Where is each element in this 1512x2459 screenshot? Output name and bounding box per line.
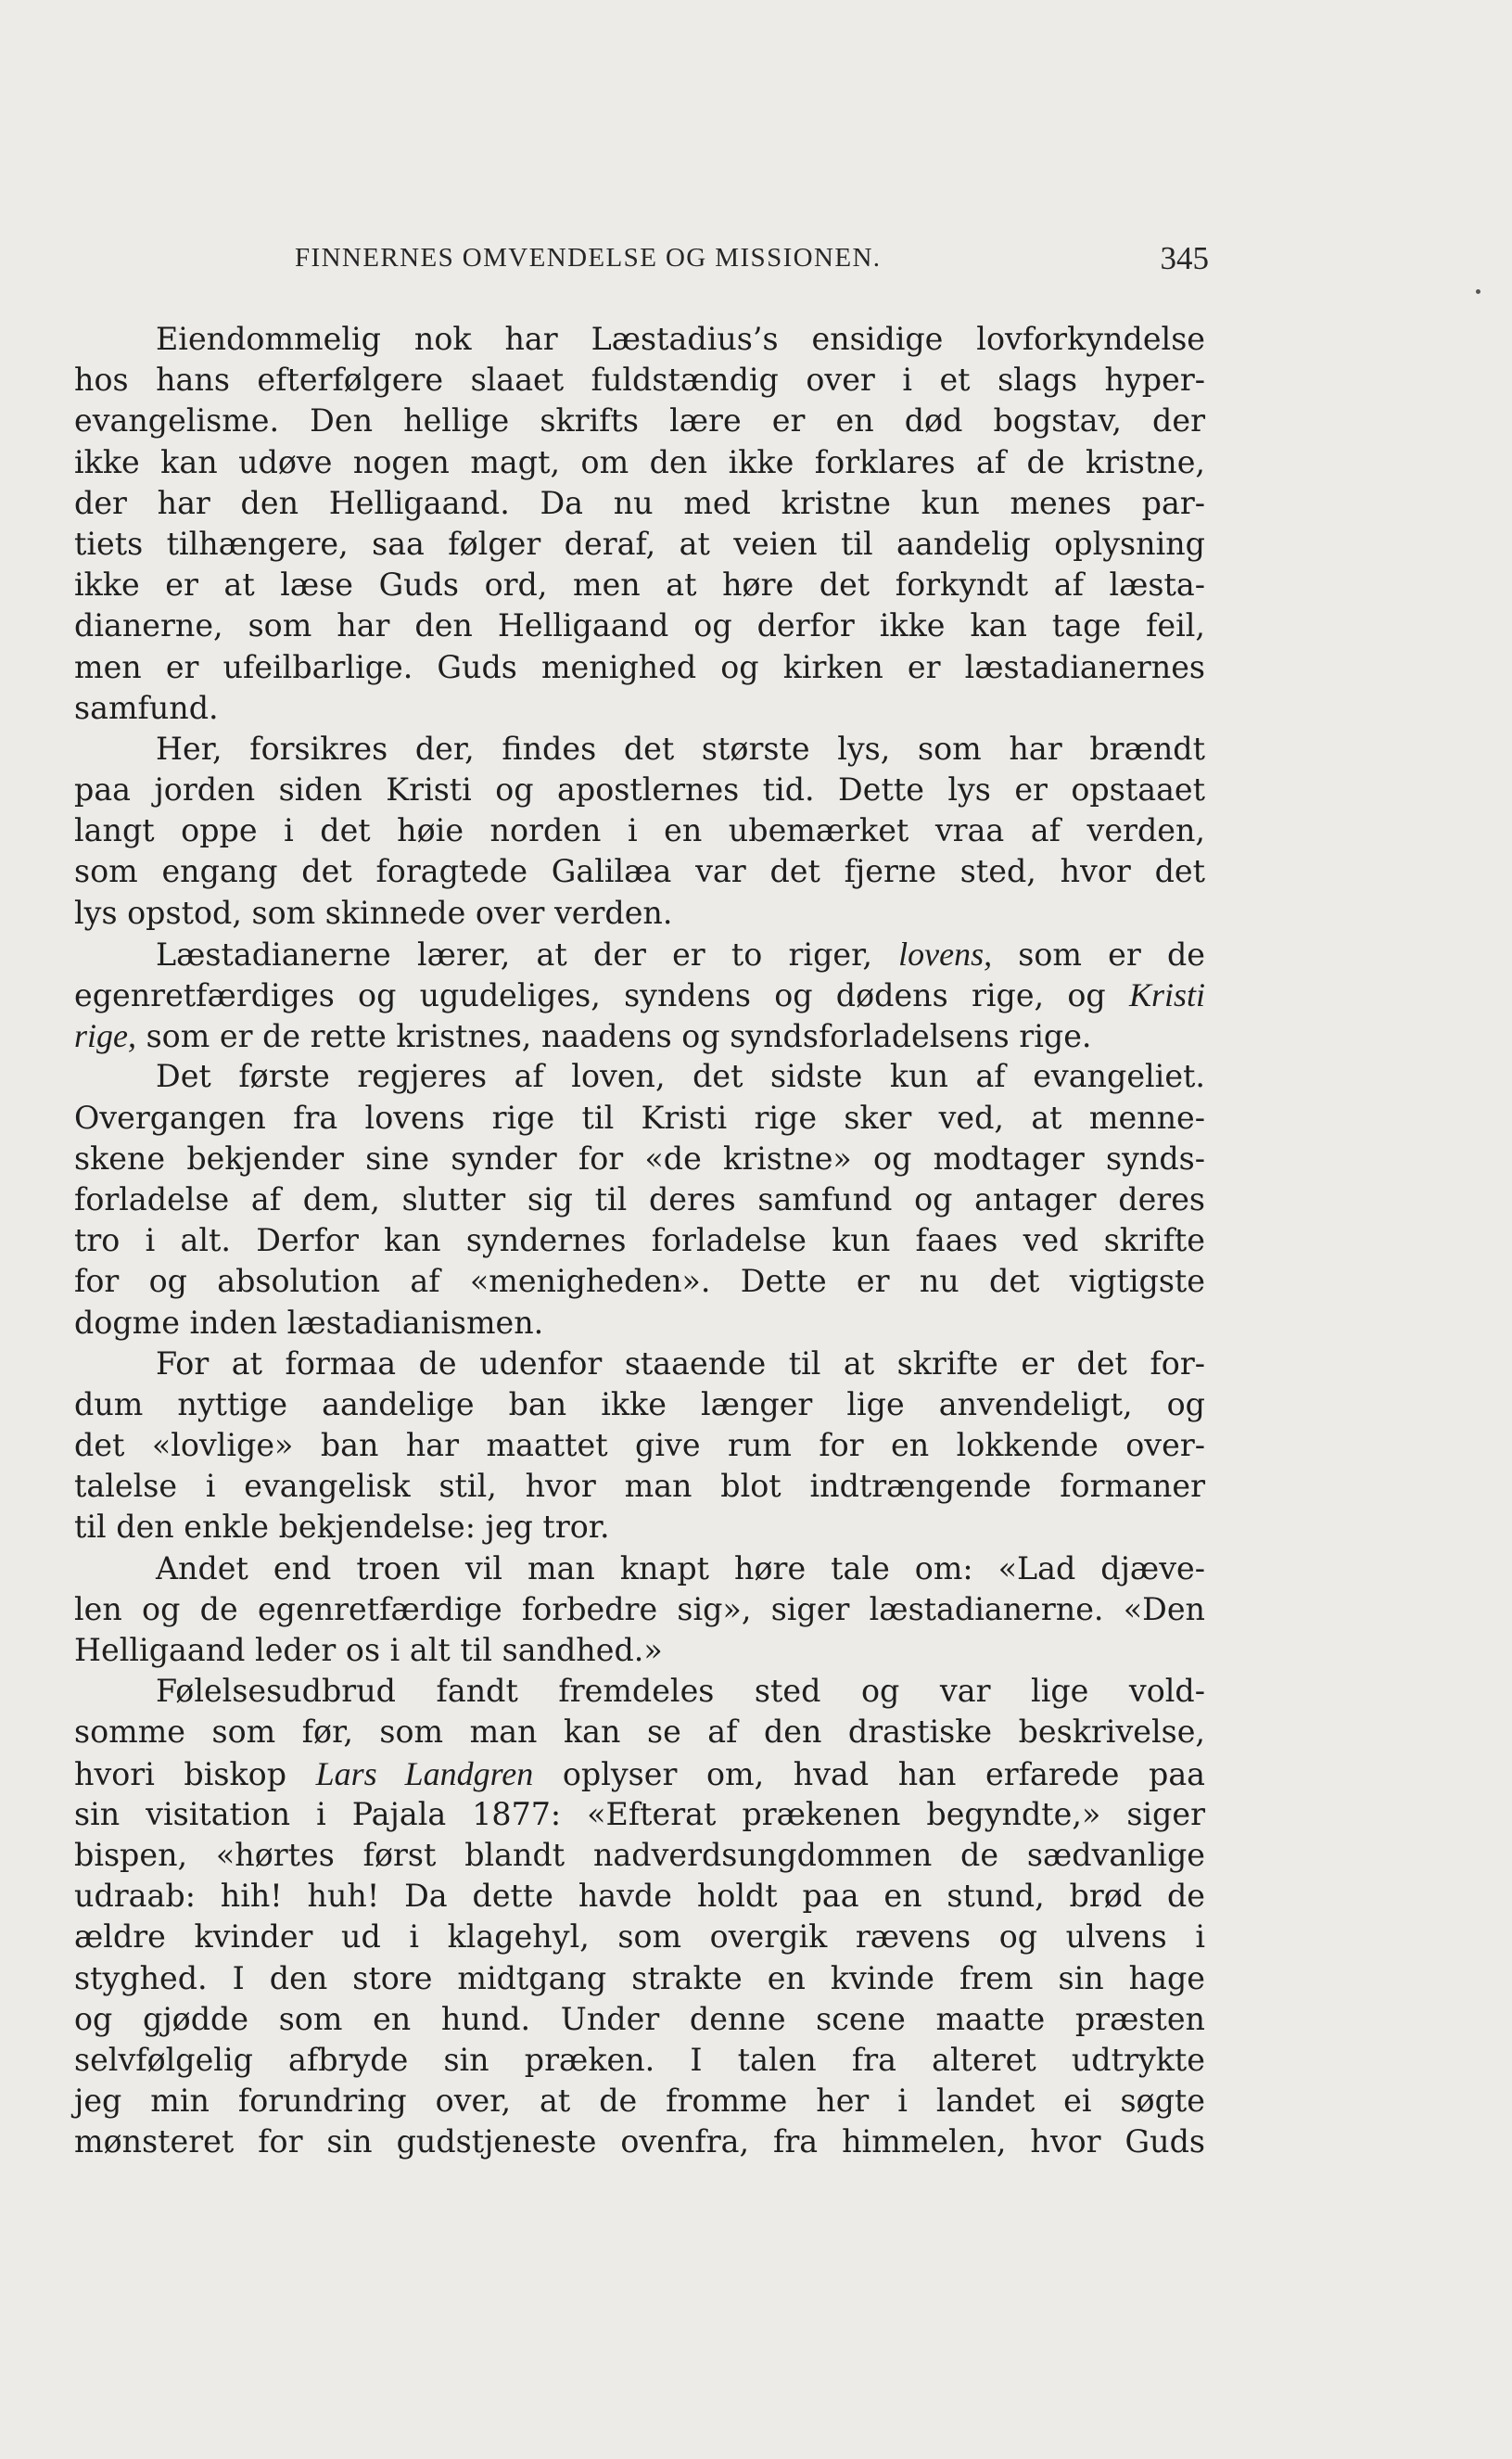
text-line: [74, 1179, 1205, 1220]
line-text: evangelisme. Den hellige skrifts lære er en død bogstav, der: [74, 402, 1205, 440]
text-line: [74, 688, 1205, 729]
line-text: for og absolution af «menigheden». Dette er nu det vigtigste: [74, 1263, 1205, 1300]
line-text: Andet end troen vil man knapt høre tale om: «Lad djæve-: [156, 1549, 1205, 1586]
text-line: [74, 565, 1205, 605]
text-line: [74, 2081, 1205, 2121]
chapter-title: FINNERNES OMVENDELSE OG MISSIONEN.: [295, 243, 882, 273]
italic-term: Lars Landgren: [315, 1754, 534, 1792]
text-line: [74, 770, 1205, 810]
line-text: der har den Helligaand. Da nu med kristne kun menes par-: [74, 484, 1205, 521]
line-text: hvori biskop: [74, 1755, 316, 1792]
line-text: paa jorden siden Kristi og apostlernes tid. Dette lys er opstaaet: [74, 771, 1205, 809]
text-line: [74, 893, 1205, 934]
line-text: len og de egenretfærdige forbedre sig», siger læstadianerne. «Den: [74, 1590, 1205, 1627]
text-line: [74, 975, 1205, 1015]
line-text: ikke er at læse Guds ord, men at høre det forkyndt af læsta-: [74, 567, 1205, 604]
line-text: forladelse af dem, slutter sig til deres samfund og antager deres: [74, 1180, 1205, 1217]
page-number: 345: [1160, 240, 1209, 276]
text-line: [74, 934, 1205, 975]
italic-term: rige,: [74, 1017, 136, 1055]
text-line: [74, 605, 1205, 646]
text-line: [74, 1507, 1205, 1548]
line-text: For at formaa de udenfor staaende til at skrifte er det for-: [156, 1344, 1205, 1382]
text-line: [74, 1139, 1205, 1179]
line-text: jeg min forundring over, at de fromme her i landet ei søgte: [74, 2083, 1205, 2120]
line-text-continued: oplyser om, hvad han erfarede paa: [533, 1755, 1206, 1792]
line-text: Eiendommelig nok har Læstadius’s ensidige lovforkyndelse: [156, 321, 1205, 357]
text-line: [74, 401, 1205, 441]
text-line: [74, 1056, 1205, 1097]
text-line: [74, 442, 1205, 483]
line-text: somme som før, som man kan se af den drastiske beskrivelse,: [74, 1714, 1205, 1751]
running-header: [295, 240, 1209, 284]
text-line: [74, 647, 1205, 688]
text-line: [74, 810, 1205, 851]
text-line: [74, 483, 1205, 524]
text-line: [74, 1876, 1205, 1917]
line-text: langt oppe i det høie norden i en ubemærket vraa af verden,: [74, 812, 1205, 849]
line-text: skene bekjender sine synder for «de kristne» og modtager synds-: [74, 1140, 1205, 1177]
line-text: ikke kan udøve nogen magt, om den ikke forklares af de kristne,: [74, 443, 1205, 480]
text-line: [74, 851, 1205, 892]
line-text: men er ufeilbarlige. Guds menighed og kirken er læstadianernes: [74, 648, 1205, 685]
text-line: [74, 1589, 1205, 1630]
text-line: [74, 1671, 1205, 1712]
line-text: Her, forsikres der, findes det største lys, som har brændt: [156, 730, 1205, 767]
line-text: talelse i evangelisk stil, hvor man blot indtrængende formaner: [74, 1468, 1205, 1505]
text-line: [74, 1303, 1205, 1344]
text-line: [74, 1794, 1205, 1835]
line-text: Læstadianerne lærer, at der er to riger,: [156, 936, 899, 973]
text-line: [74, 729, 1205, 770]
line-text: til den enkle bekjendelse: jeg tror.: [74, 1509, 610, 1546]
italic-term: Kristi: [1128, 976, 1205, 1013]
line-text-continued: som er de rette kristnes, naadens og syndsforladelsens rige.: [136, 1018, 1092, 1055]
line-text: tiets tilhængere, saa følger deraf, at veien til aandelig oplysning: [74, 525, 1205, 562]
paper-speck: [1476, 289, 1480, 294]
text-line: [74, 1548, 1205, 1589]
line-text: egenretfærdiges og ugudeliges, syndens og dødens rige, og: [74, 977, 1129, 1013]
line-text: som engang det foragtede Galilæa var det fjerne sted, hvor det: [74, 853, 1205, 890]
text-line: [74, 2040, 1205, 2081]
line-text: lys opstod, som skinnede over verden.: [74, 894, 673, 931]
text-line: [74, 1384, 1205, 1425]
line-text: styghed. I den store midtgang strakte en kvinde frem sin hage: [74, 1959, 1205, 1996]
line-text: hos hans efterfølgere slaaet fuldstændig over i et slags hyper-: [74, 362, 1205, 399]
line-text: Følelsesudbrud fandt fremdeles sted og var lige vold-: [156, 1673, 1205, 1710]
text-line: [74, 1425, 1205, 1466]
line-text: Det første regjeres af loven, det sidste kun af evangeliet.: [156, 1058, 1205, 1095]
line-text: bispen, «hørtes først blandt nadverdsungdommen de sædvanlige: [74, 1836, 1205, 1873]
line-text: dogme inden læstadianismen.: [74, 1304, 544, 1341]
text-line: [74, 1630, 1205, 1671]
text-line: [74, 2121, 1205, 2162]
line-text: mønsteret for sin gudstjeneste ovenfra, fra himmelen, hvor Guds: [74, 2123, 1205, 2160]
text-line: [74, 1958, 1205, 1999]
line-text: sin visitation i Pajala 1877: «Efterat prækenen begyndte,» siger: [74, 1795, 1205, 1832]
line-text: og gjødde som en hund. Under denne scene maatte præsten: [74, 2000, 1205, 2037]
text-line: [74, 1015, 1205, 1056]
text-line: [74, 319, 1205, 360]
text-line: [74, 1220, 1205, 1261]
text-line: [74, 1712, 1205, 1752]
text-line: [74, 360, 1205, 401]
line-text: ældre kvinder ud i klagehyl, som overgik rævens og ulvens i: [74, 1918, 1205, 1956]
text-line: [74, 1466, 1205, 1507]
line-text: Helligaand leder os i alt til sandhed.»: [74, 1632, 663, 1668]
text-line: [74, 524, 1205, 565]
line-text: dum nyttige aandelige ban ikke længer lige anvendeligt, og: [74, 1385, 1205, 1422]
italic-term: lovens,: [898, 935, 993, 973]
line-text: det «lovlige» ban har maattet give rum for en lokkende over-: [74, 1427, 1205, 1464]
line-text: selvfølgelig afbryde sin præken. I talen fra alteret udtrykte: [74, 2041, 1205, 2078]
text-line: [74, 1999, 1205, 2040]
body-text: [74, 319, 1205, 2162]
text-line: [74, 1917, 1205, 1957]
line-text: tro i alt. Derfor kan syndernes forladelse kun faaes ved skrifte: [74, 1222, 1205, 1259]
line-text: Overgangen fra lovens rige til Kristi rige sker ved, at menne-: [74, 1099, 1205, 1136]
text-line: [74, 1753, 1205, 1794]
line-text: dianerne, som har den Helligaand og derfor ikke kan tage feil,: [74, 607, 1205, 644]
text-line: [74, 1344, 1205, 1384]
line-text: samfund.: [74, 689, 219, 726]
text-line: [74, 1261, 1205, 1302]
text-line: [74, 1835, 1205, 1876]
text-line: [74, 1098, 1205, 1139]
line-text-continued: som er de: [992, 936, 1205, 973]
line-text: udraab: hih! huh! Da dette havde holdt paa en stund, brød de: [74, 1878, 1205, 1915]
